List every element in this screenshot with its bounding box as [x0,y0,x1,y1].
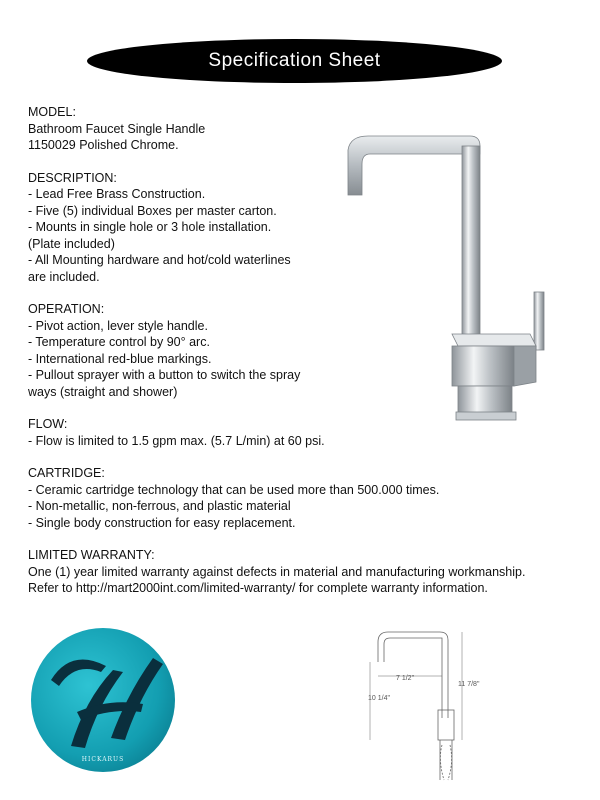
section-heading: DESCRIPTION: [28,170,117,185]
section-line: - Single body construction for easy replacement. [28,515,296,530]
logo-h-icon [31,628,175,772]
section-line: - Five (5) individual Boxes per master carton. [28,203,277,218]
section-line: - Pivot action, lever style handle. [28,318,208,333]
section-heading: LIMITED WARRANTY: [28,548,155,562]
section-line: are included. [28,269,100,284]
section-heading: CARTRIDGE: [28,466,105,480]
section-line: ways (straight and shower) [28,384,178,399]
section-line: - All Mounting hardware and hot/cold waterlines [28,253,291,267]
dimension-drawing [358,620,498,790]
section-heading: OPERATION: [28,302,105,316]
logo-wordmark: HICKARUS [81,756,125,763]
section-line: - Pullout sprayer with a button to switch the spray [28,368,301,382]
section-heading: FLOW: [28,417,68,431]
section-line: - Lead Free Brass Construction. [28,187,206,201]
page-title: Specification Sheet [208,50,381,71]
title-banner [87,39,502,83]
faucet-photo [340,130,545,430]
section-line: - Non-metallic, non-ferrous, and plastic material [28,499,291,513]
height-dimension: 11 7/8" [458,681,480,688]
section-line: - Temperature control by 90° arc. [28,335,210,349]
section-heading: MODEL: [28,105,76,119]
section-cartridge [28,465,588,531]
section-line: (Plate included) [28,236,115,251]
section-line: - Mounts in single hole or 3 hole installation. [28,220,272,234]
section-line: - Flow is limited to 1.5 gpm max. (5.7 L/min) at 60 psi. [28,433,325,448]
section-line: Refer to http://mart2000int.com/limited-warranty/ for complete warranty information. [28,581,488,595]
section-line: - Ceramic cartridge technology that can be used more than 500.000 times. [28,482,440,497]
section-line: - International red-blue markings. [28,351,212,366]
section-warranty [28,547,588,597]
section-line: One (1) year limited warranty against defects in material and manufacturing workmanship. [28,564,526,579]
brand-logo [31,628,175,772]
side-dimension: 10 1/4" [368,695,390,702]
section-line: Bathroom Faucet Single Handle [28,121,206,136]
section-line: 1150029 Polished Chrome. [28,138,179,152]
width-dimension: 7 1/2" [396,675,415,682]
